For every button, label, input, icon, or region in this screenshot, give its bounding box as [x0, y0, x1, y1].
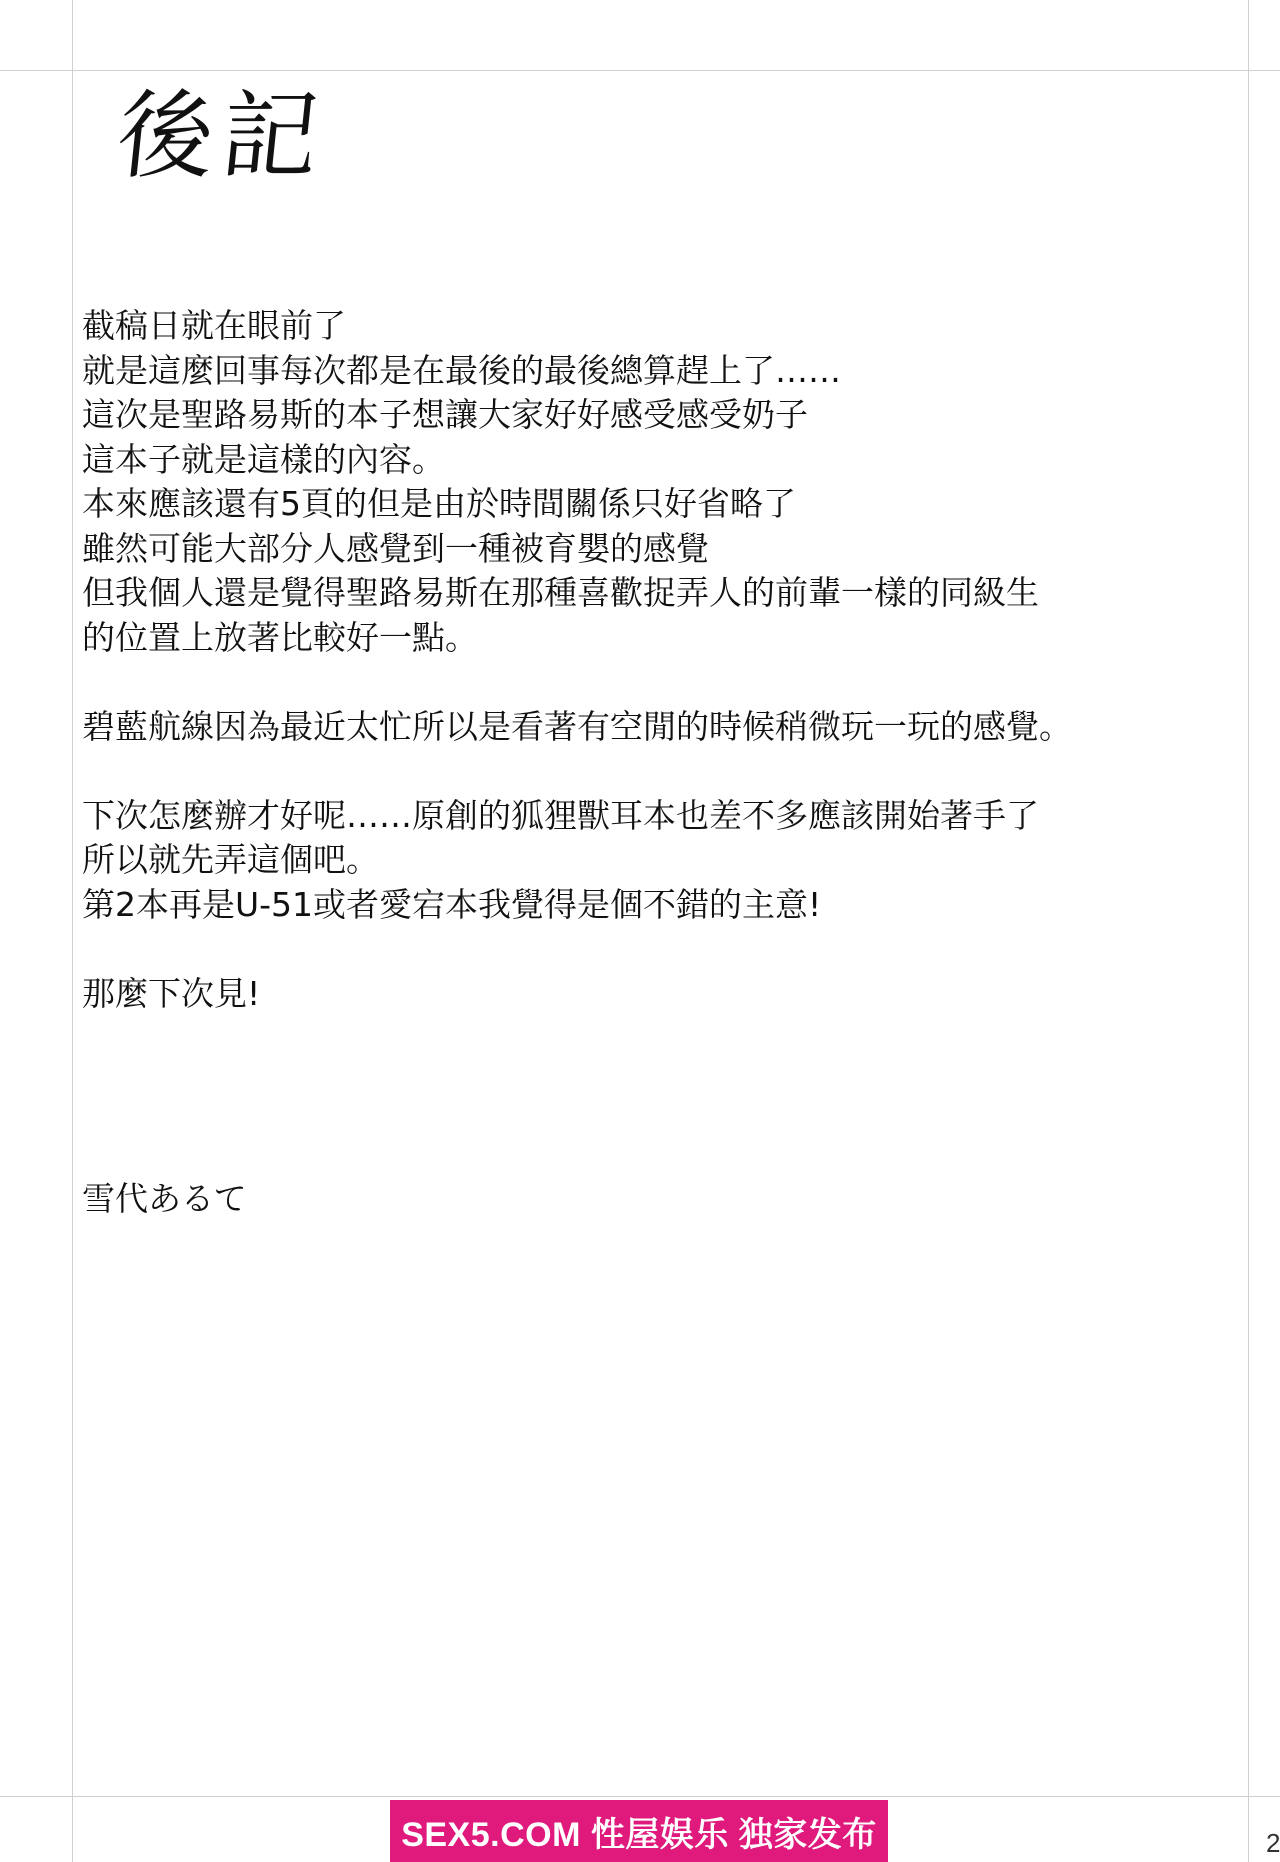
afterword-body — [82, 304, 1202, 1222]
trim-line-bottom — [0, 1796, 1280, 1797]
text-line: 就是這麼回事每次都是在最後的最後總算趕上了…… — [82, 350, 841, 390]
paragraph-2 — [82, 705, 1202, 750]
text-line: 那麼下次見! — [82, 973, 261, 1013]
paragraph-1 — [82, 304, 1202, 660]
text-line: 雖然可能大部分人感覺到一種被育嬰的感覺 — [82, 528, 709, 568]
text-line: 所以就先弄這個吧。 — [82, 840, 379, 879]
trim-line-right — [1248, 0, 1249, 1862]
text-line: 第2本再是U-51或者愛宕本我覺得是個不錯的主意! — [82, 884, 822, 924]
text-line: 的位置上放著比較好一點。 — [82, 617, 478, 657]
text-line: 下次怎麼辦才好呢……原創的狐狸獸耳本也差不多應該開始著手了 — [82, 795, 1039, 835]
text-line: 本來應該還有5頁的但是由於時間關係只好省略了 — [82, 484, 796, 523]
trim-line-left — [72, 0, 73, 1862]
author-signature: 雪代あるて — [82, 1179, 247, 1218]
text-line: 截稿日就在眼前了 — [82, 306, 346, 345]
text-line: 這次是聖路易斯的本子想讓大家好好感受感受奶子 — [82, 395, 808, 434]
text-line: 但我個人還是覺得聖路易斯在那種喜歡捉弄人的前輩一樣的同級生 — [82, 573, 1039, 612]
page-title: 後記 — [112, 80, 332, 192]
paragraph-4 — [82, 972, 1202, 1017]
trim-line-top — [0, 70, 1280, 71]
watermark-banner: SEX5.COM 性屋娱乐 独家发布 — [390, 1800, 888, 1862]
page-number: 2 — [1266, 1828, 1280, 1858]
text-line: 這本子就是這樣的內容。 — [82, 439, 445, 479]
text-line: 碧藍航線因為最近太忙所以是看著有空閒的時候稍微玩一玩的感覺。 — [82, 706, 1072, 746]
paragraph-3 — [82, 794, 1202, 928]
